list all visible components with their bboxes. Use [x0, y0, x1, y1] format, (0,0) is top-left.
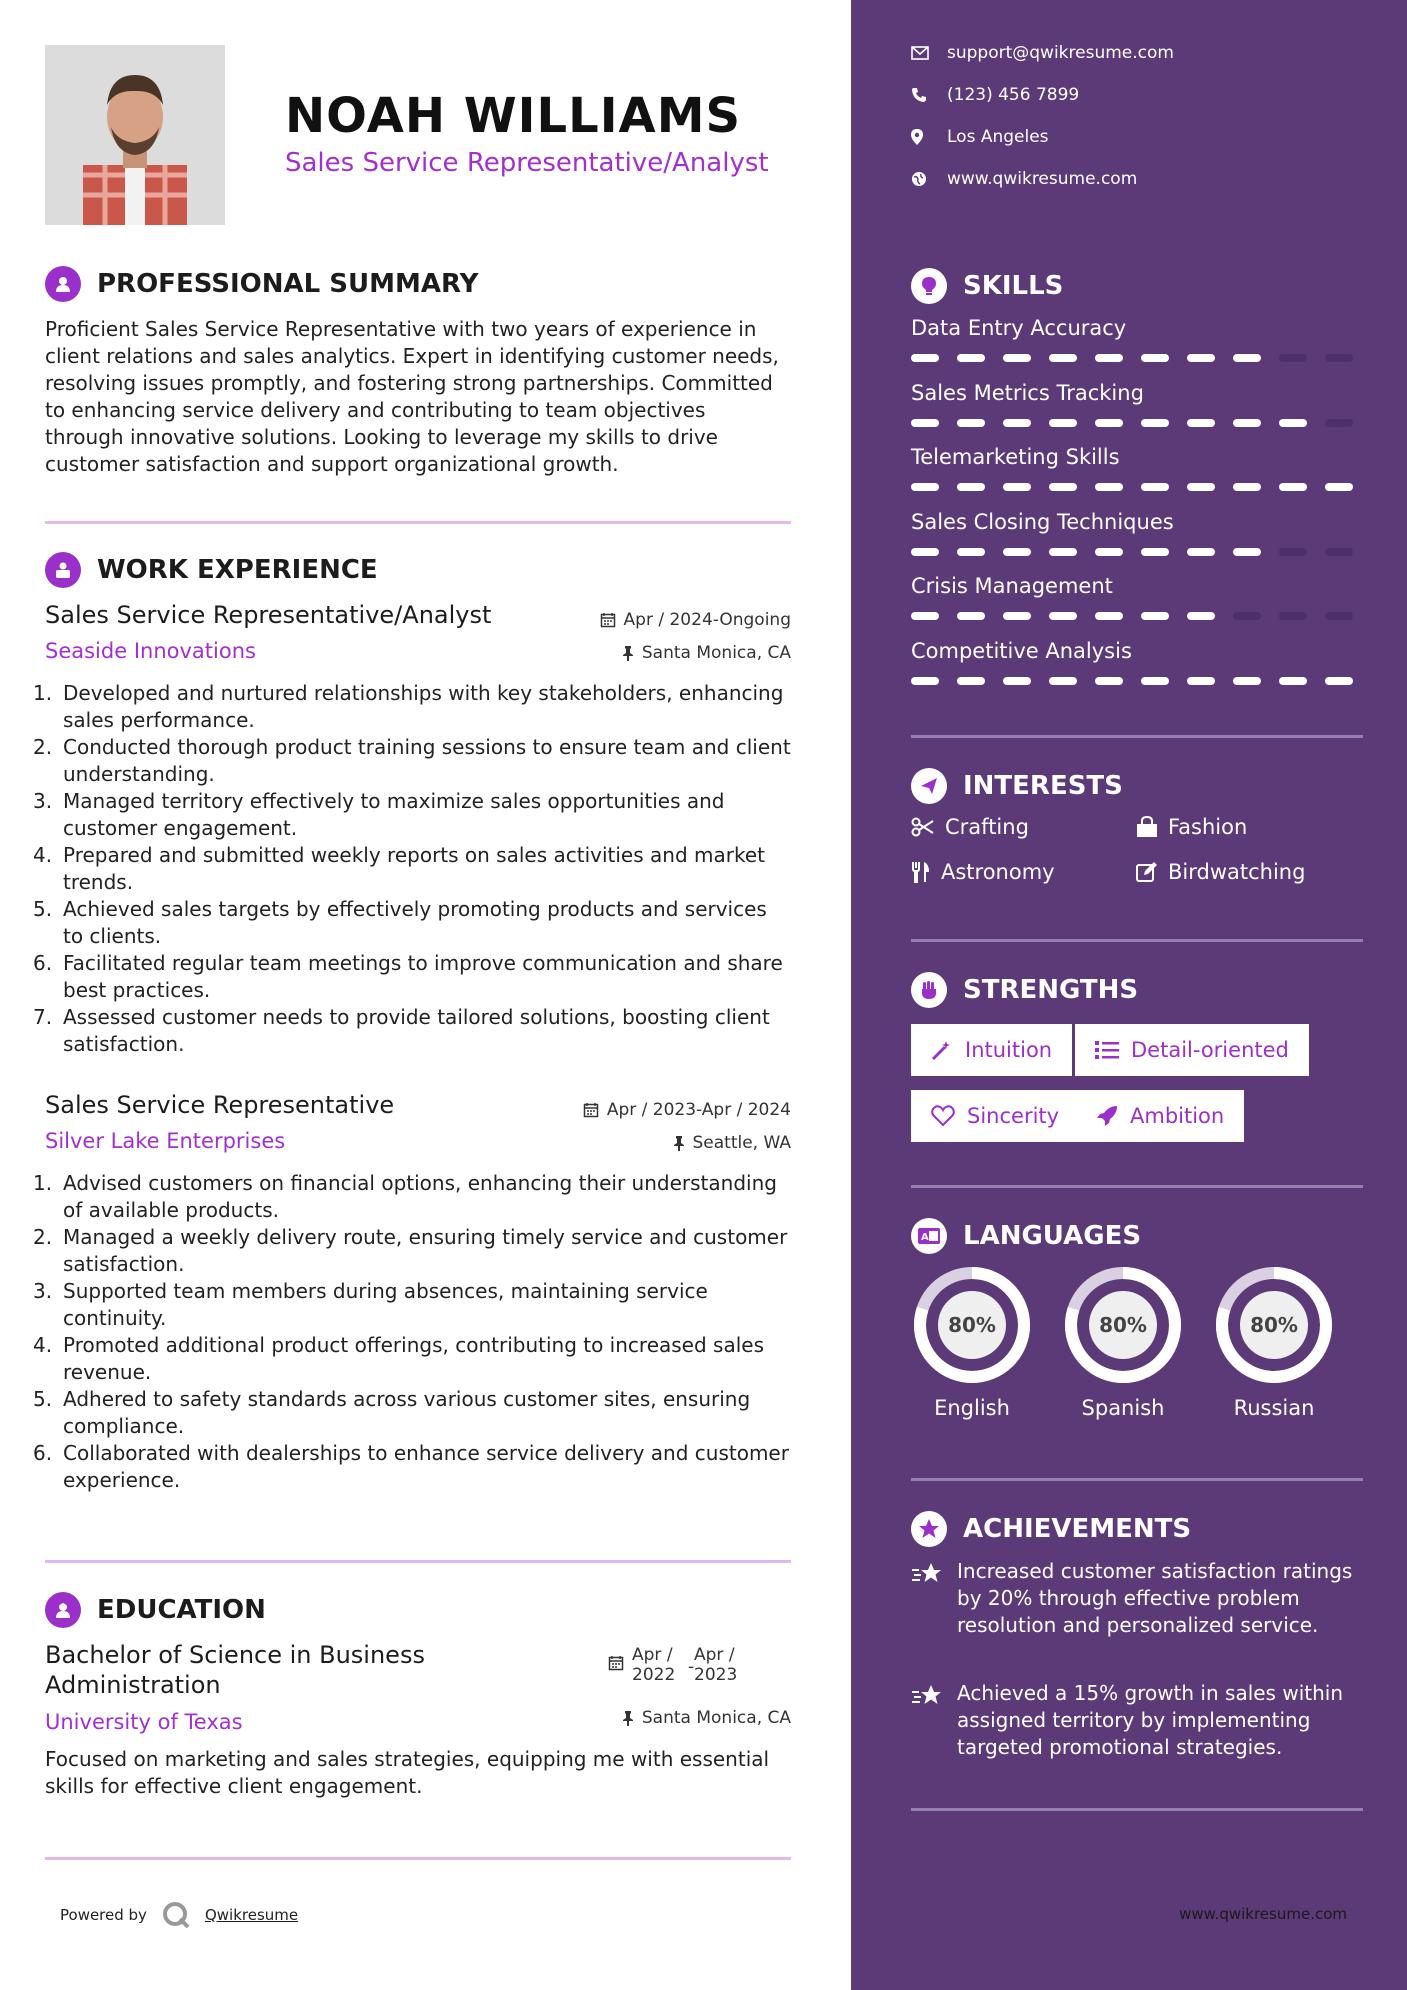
globe-icon — [911, 171, 927, 187]
skill-dot — [911, 419, 939, 427]
paper-plane-icon — [911, 768, 947, 804]
interest-crafting — [911, 815, 1029, 839]
skill-dot — [1049, 483, 1077, 491]
skill-dot — [957, 677, 985, 685]
contact-phone[interactable] — [911, 85, 1079, 105]
skill-dot — [1325, 612, 1353, 620]
language-name: English — [934, 1396, 1010, 1420]
education-date-start: Apr / 2022 — [632, 1645, 676, 1685]
skill-dot — [1279, 677, 1307, 685]
edit-icon — [1136, 861, 1158, 883]
powered-by-label: Powered by — [60, 1906, 147, 1924]
skill-dot — [1049, 548, 1077, 556]
company-name: Seaside Innovations — [45, 639, 256, 663]
contact-email[interactable] — [911, 43, 1174, 63]
list-item: 1. Developed and nurtured relationships with key stakeholders, enhancing sales performance. — [33, 681, 784, 732]
pin-icon — [622, 645, 634, 661]
strengths-title: STRENGTHS — [963, 975, 1139, 1005]
list-item: 1. Advised customers on financial options, enhancing their understanding of available products. — [33, 1171, 777, 1222]
job-date — [600, 610, 791, 630]
education-date-separator: - — [688, 1657, 695, 1677]
utensils-icon — [911, 861, 931, 883]
skill-dot — [1095, 677, 1123, 685]
skill-item — [911, 639, 1367, 685]
skill-dot — [1187, 548, 1215, 556]
calendar-icon — [608, 1655, 624, 1671]
language-ring — [1062, 1264, 1184, 1386]
skill-dot — [1279, 354, 1307, 362]
skill-level-bar — [911, 419, 1367, 427]
job-bullets — [33, 1170, 793, 1494]
experience-heading — [45, 552, 378, 588]
education-dates — [608, 1645, 750, 1685]
skill-dot — [957, 419, 985, 427]
summary-title: PROFESSIONAL SUMMARY — [97, 269, 479, 299]
language-ring — [911, 1264, 1033, 1386]
list-item: 3. Managed territory effectively to maximize sales opportunities and customer engagement. — [33, 789, 725, 840]
language-name: Spanish — [1081, 1396, 1165, 1420]
language-ring — [1213, 1264, 1335, 1386]
interest-birdwatching — [1136, 860, 1305, 884]
summary-heading — [45, 266, 478, 302]
section-divider — [911, 1808, 1363, 1811]
skill-dot — [1325, 419, 1353, 427]
calendar-icon — [583, 1102, 599, 1118]
interest-fashion — [1136, 815, 1247, 839]
skill-dot — [1003, 677, 1031, 685]
skill-item — [911, 381, 1367, 427]
language-item — [1213, 1264, 1335, 1420]
skill-dot — [911, 677, 939, 685]
envelope-icon — [911, 46, 929, 60]
scissors-icon — [911, 817, 935, 837]
skill-label: Sales Closing Techniques — [911, 509, 1174, 534]
job-location-text: Santa Monica, CA — [641, 643, 791, 663]
strength-tag — [1075, 1024, 1309, 1076]
skill-dot — [1233, 483, 1261, 491]
contact-location — [911, 127, 1049, 147]
brand-link[interactable]: Qwikresume — [204, 1906, 299, 1924]
skill-dot — [1003, 612, 1031, 620]
section-divider — [911, 735, 1363, 738]
map-marker-icon — [911, 129, 923, 145]
shooting-star-icon — [911, 1560, 943, 1586]
list-item: 6. Collaborated with dealerships to enhance service delivery and customer experience. — [33, 1441, 789, 1492]
shopping-bag-icon — [1136, 816, 1158, 838]
skill-level-bar — [911, 548, 1367, 556]
language-percent: 80% — [1099, 1313, 1147, 1337]
skill-dot — [911, 354, 939, 362]
user-icon — [45, 266, 81, 302]
degree: Bachelor of Science in Business Administration — [45, 1641, 425, 1699]
skill-dot — [1049, 677, 1077, 685]
skill-dot — [1003, 419, 1031, 427]
skill-dot — [1233, 548, 1261, 556]
qwikresume-logo-icon — [161, 1900, 191, 1930]
skill-dot — [1187, 419, 1215, 427]
language-percent: 80% — [1250, 1313, 1298, 1337]
phone-icon — [911, 87, 927, 103]
skill-item — [911, 445, 1367, 491]
magic-wand-icon — [931, 1039, 953, 1061]
strength-label: Sincerity — [967, 1104, 1060, 1128]
achievement-item — [911, 1680, 1371, 1761]
shooting-star-icon — [911, 1682, 943, 1708]
lightbulb-icon — [911, 268, 947, 304]
candidate-name: NOAH WILLIAMS — [285, 88, 742, 144]
contact-website[interactable] — [911, 169, 1137, 189]
contact-location-text: Los Angeles — [947, 127, 1049, 147]
skill-item — [911, 316, 1367, 362]
job-date-text: Apr / 2024-Ongoing — [623, 610, 791, 630]
skill-dot — [1049, 419, 1077, 427]
skills-heading — [911, 268, 1063, 304]
strength-tag — [911, 1024, 1072, 1076]
skill-dot — [911, 483, 939, 491]
achievements-heading — [911, 1511, 1191, 1547]
pin-icon — [673, 1135, 685, 1151]
strength-label: Intuition — [965, 1038, 1053, 1062]
skill-label: Crisis Management — [911, 574, 1113, 598]
job-location — [622, 643, 791, 663]
skill-dot — [1233, 677, 1261, 685]
interests-heading — [911, 768, 1123, 804]
skill-dot — [1325, 483, 1353, 491]
skill-dot — [1095, 548, 1123, 556]
job-title: Sales Service Representative — [45, 1091, 395, 1119]
language-item — [1062, 1264, 1184, 1420]
section-divider — [911, 1478, 1363, 1481]
skill-dot — [1095, 483, 1123, 491]
language-item — [911, 1264, 1033, 1420]
skill-dot — [1325, 548, 1353, 556]
skill-item — [911, 574, 1367, 620]
strength-label: Ambition — [1130, 1104, 1225, 1128]
section-divider — [45, 521, 791, 524]
skill-dot — [1233, 612, 1261, 620]
interest-label: Crafting — [945, 815, 1029, 839]
footer-site[interactable]: www.qwikresume.com — [1179, 1905, 1347, 1923]
skill-dot — [1003, 483, 1031, 491]
strength-tag — [1076, 1090, 1244, 1142]
language-percent: 80% — [948, 1313, 996, 1337]
list-item: 6. Facilitated regular team meetings to improve communication and share best practices. — [33, 951, 783, 1002]
skill-dot — [1095, 612, 1123, 620]
skill-dot — [1049, 354, 1077, 362]
list-item: 5. Adhered to safety standards across various customer sites, ensuring compliance. — [33, 1387, 751, 1438]
calendar-icon — [600, 612, 616, 628]
company-name: Silver Lake Enterprises — [45, 1129, 286, 1153]
pin-icon — [622, 1710, 634, 1726]
skill-level-bar — [911, 354, 1367, 362]
achievements-title: ACHIEVEMENTS — [963, 1514, 1192, 1544]
job-location-text: Seattle, WA — [692, 1133, 791, 1153]
interest-label: Astronomy — [941, 860, 1055, 884]
section-divider — [45, 1857, 791, 1860]
skill-dot — [1141, 354, 1169, 362]
skill-dot — [957, 548, 985, 556]
languages-title: LANGUAGES — [963, 1221, 1142, 1251]
skill-label: Competitive Analysis — [911, 638, 1132, 663]
list-item: 2. Managed a weekly delivery route, ensuring timely service and customer satisfaction. — [33, 1225, 788, 1276]
skill-dot — [957, 483, 985, 491]
powered-by — [60, 1900, 298, 1930]
list-item: 4. Promoted additional product offerings, contributing to increased sales revenue. — [33, 1333, 764, 1384]
heart-icon — [931, 1105, 955, 1127]
interest-label: Fashion — [1168, 815, 1248, 839]
sidebar — [851, 0, 1407, 1990]
skill-dot — [1325, 354, 1353, 362]
skill-dot — [1141, 677, 1169, 685]
section-divider — [911, 1185, 1363, 1188]
fist-icon — [911, 972, 947, 1008]
skill-level-bar — [911, 612, 1367, 620]
skill-dot — [1003, 548, 1031, 556]
skill-dot — [1141, 612, 1169, 620]
skill-dot — [1095, 419, 1123, 427]
list-item: 4. Prepared and submitted weekly reports on sales activities and market trends. — [33, 843, 765, 894]
skill-dot — [1279, 548, 1307, 556]
star-badge-icon — [911, 1511, 947, 1547]
strength-tag — [911, 1090, 1079, 1142]
job-date — [583, 1100, 791, 1120]
skill-dot — [911, 548, 939, 556]
skill-dot — [1187, 677, 1215, 685]
skill-dot — [911, 612, 939, 620]
candidate-role: Sales Service Representative/Analyst — [285, 148, 769, 178]
contact-phone-text: (123) 456 7899 — [947, 85, 1080, 105]
skill-dot — [1279, 419, 1307, 427]
svg-text:A: A — [921, 1232, 929, 1243]
school-name: University of Texas — [45, 1710, 243, 1734]
skill-label: Data Entry Accuracy — [911, 316, 1127, 340]
skill-level-bar — [911, 483, 1367, 491]
language-icon — [911, 1218, 947, 1254]
briefcase-icon — [45, 552, 81, 588]
education-date-end: Apr / 2023 — [694, 1645, 738, 1685]
section-divider — [911, 939, 1363, 942]
skill-dot — [1141, 483, 1169, 491]
education-text: Focused on marketing and sales strategies, equipping me with essential skills for effective client engagement. — [45, 1747, 770, 1798]
language-name: Russian — [1233, 1396, 1315, 1420]
profile-photo — [45, 45, 225, 225]
job-bullets — [33, 680, 793, 1058]
list-item: 3. Supported team members during absences, maintaining service continuity. — [33, 1279, 708, 1330]
skill-dot — [1141, 548, 1169, 556]
strengths-heading — [911, 972, 1138, 1008]
achievement-item — [911, 1558, 1371, 1639]
skill-item — [911, 510, 1367, 556]
skill-dot — [1279, 612, 1307, 620]
skill-dot — [1003, 354, 1031, 362]
education-title: EDUCATION — [97, 1595, 266, 1625]
skill-dot — [1049, 612, 1077, 620]
skills-title: SKILLS — [963, 271, 1064, 301]
strength-label: Detail-oriented — [1131, 1038, 1289, 1062]
skill-dot — [1233, 354, 1261, 362]
skill-dot — [1187, 612, 1215, 620]
interest-astronomy — [911, 860, 1055, 884]
list-item: 2. Conducted thorough product training sessions to ensure team and client understanding. — [33, 735, 791, 786]
interest-label: Birdwatching — [1168, 860, 1306, 884]
rocket-icon — [1096, 1105, 1118, 1127]
skill-dot — [1187, 354, 1215, 362]
education-location — [622, 1708, 791, 1728]
interests-title: INTERESTS — [963, 771, 1123, 801]
skill-dot — [1279, 483, 1307, 491]
skill-label: Sales Metrics Tracking — [911, 380, 1144, 405]
education-location-text: Santa Monica, CA — [641, 1708, 791, 1728]
job-location — [673, 1133, 792, 1153]
job-title: Sales Service Representative/Analyst — [45, 601, 492, 629]
skill-dot — [1095, 354, 1123, 362]
skill-dot — [1233, 419, 1261, 427]
skill-dot — [957, 612, 985, 620]
contact-website-text: www.qwikresume.com — [947, 169, 1138, 189]
graduate-icon — [45, 1592, 81, 1628]
skill-dot — [1187, 483, 1215, 491]
languages-heading — [911, 1218, 1141, 1254]
section-divider — [45, 1560, 791, 1563]
skill-level-bar — [911, 677, 1367, 685]
skill-dot — [957, 354, 985, 362]
skill-label: Telemarketing Skills — [911, 445, 1120, 469]
list-item: 7. Assessed customer needs to provide tailored solutions, boosting client satisfaction. — [33, 1005, 770, 1056]
achievement-text: Achieved a 15% growth in sales within assigned territory by implementing targeted promotional strategies. — [957, 1681, 1343, 1759]
achievement-text: Increased customer satisfaction ratings by 20% through effective problem resolution and personalized service. — [957, 1559, 1353, 1637]
summary-text: Proficient Sales Service Representative with two years of experience in client relations and sales analytics. Expert in identifying customer needs, resolving issues promptly, and fostering strong partnerships. Committed to enhancing service delivery and contributing to team objectives through innovative solutions. Looking to leverage my skills to drive customer satisfaction and support organizational growth. — [45, 317, 779, 476]
skill-dot — [1141, 419, 1169, 427]
experience-title: WORK EXPERIENCE — [97, 555, 378, 585]
education-heading — [45, 1592, 266, 1628]
list-icon — [1095, 1040, 1119, 1060]
list-item: 5. Achieved sales targets by effectively promoting products and services to clients. — [33, 897, 767, 948]
skill-dot — [1325, 677, 1353, 685]
job-date-text: Apr / 2023-Apr / 2024 — [606, 1100, 791, 1120]
contact-email-text: support@qwikresume.com — [947, 43, 1174, 63]
